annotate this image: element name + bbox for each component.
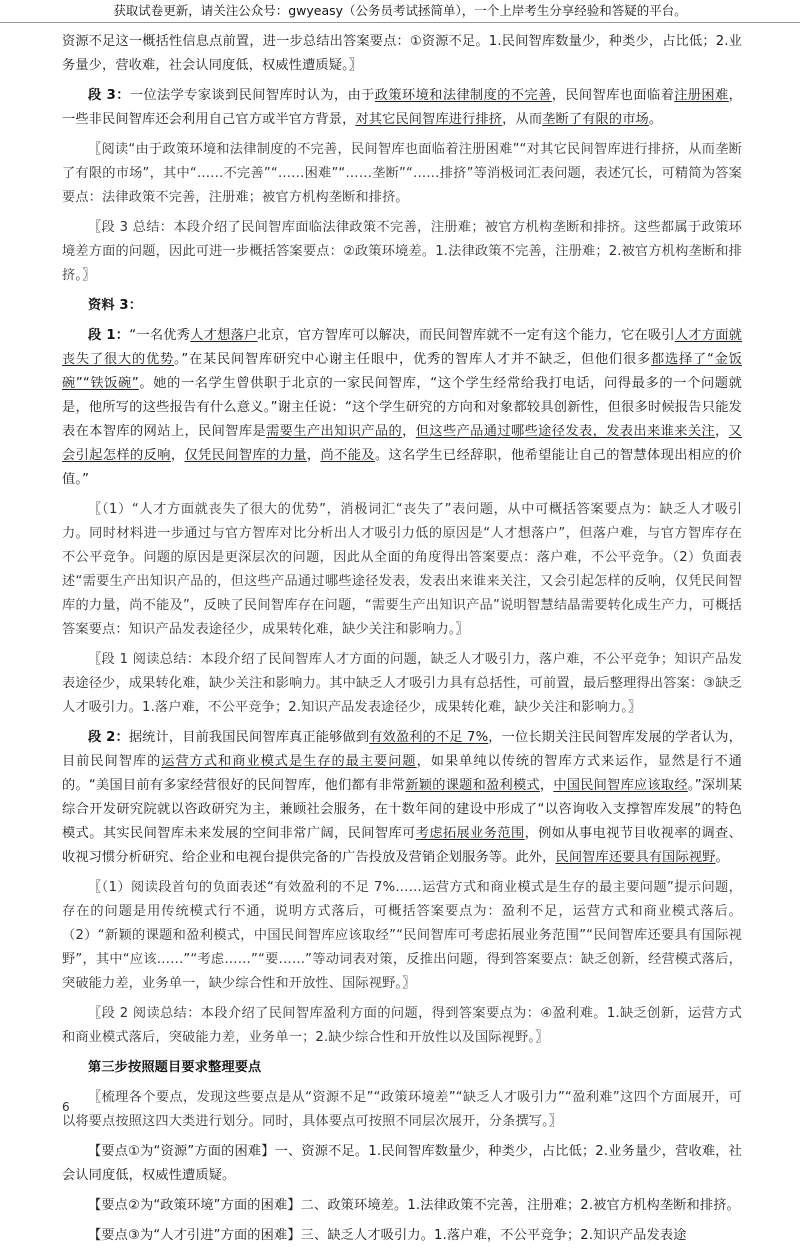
section-label: 段 2：	[88, 730, 129, 745]
point-paragraph: 【要点①为“资源”方面的困难】一、资源不足。1.民间智库数量少，种类少，占比低；2.业务量少，营收难，社会认同度低，权威性遭质疑。	[62, 1144, 742, 1183]
paragraph-material-3-1: 段 1：“一名优秀人才想落户北京，官方智库可以解决，而民间智库就不一定有这个能力，它在吸引人才方面就丧失了很大的优势。”在某民间智库研究中心谢主任眼中，优秀的智库人才并不缺乏，但他们很多都选择了“金饭碗”“铁饭碗”。她的一名学生曾供职于北京的一家民间智库，“这个学生经常给我打电话，问得最多的一个问题就是，他所写的这些报告有什么意义。”谢主任说：“这个学生研究的方向和对象都较具创新性，但很多时候报告只能发表在本智库的网站上，民间智库是需要生产出知识产品的，但这些产品通过哪些途径发表，发表出来谁来关注，又会引起怎样的反响，仅凭民间智库的力量，尚不能及。这名学生已经辞职，他希望能让自己的智慧体现出相应的价值。”	[62, 328, 742, 487]
paragraph-section-3: 段 3：一位法学专家谈到民间智库时认为，由于政策环境和法律制度的不完善，民间智库也面临着注册困难，一些非民间智库还会利用自己官方或半官方背景，对其它民间智库进行排挤，从而垄断了有限的市场。	[62, 88, 742, 127]
analysis-paragraph: 〖（1）阅读段首句的负面表述“有效盈利的不足 7%……运营方式和商业模式是生存的最主要问题”提示问题，存在的问题是用传统模式行不通，说明方式落后，可概括答案要点为：盈利不足，运营方式和商业模式落后。（2）“新颖的课题和盈利模式，中国民间智库应该取经”“民间智库可考虑拓展业务范围”“民间智库还要具有国际视野”，其中“应该……”“考虑……”“要……”等动词表对策，反推出问题，得到答案要点：缺乏创新，经营模式落后，突破能力差，业务单一，缺少综合性和开放性、国际视野。〗	[62, 880, 742, 991]
analysis-paragraph: 〖阅读“由于政策环境和法律制度的不完善，民间智库也面临着注册困难”“对其它民间智库进行排挤，从而垄断了有限的市场”，其中“……不完善”“……困难”“……垄断”“……排挤”等消极词汇表问题，表述冗长，可精简为答案要点：法律政策不完善，注册难；被官方机构垄断和排挤。	[62, 142, 742, 205]
page-number: 6	[62, 1100, 70, 1114]
summary-paragraph: 〖段 1 阅读总结：本段介绍了民间智库人才方面的问题，缺乏人才吸引力，落户难，不公平竞争；知识产品发表途径少，成果转化难，缺少关注和影响力。其中缺乏人才吸引力具有总括性，可前置，最后整理得出答案：③缺乏人才吸引力。1.落户难，不公平竞争；2.知识产品发表途径少，成果转化难，缺少关注和影响力。〗	[62, 652, 742, 715]
page-header: 获取试卷更新，请关注公众号：gwyeasy（公务员考试拯简单），一个上岸考生分享经验和答疑的平台。	[0, 0, 800, 23]
analysis-paragraph: 〖（1）“人才方面就丧失了很大的优势”，消极词汇“丧失了”表问题，从中可概括答案要点为：缺乏人才吸引力。同时材料进一步通过与官方智库对比分析出人才吸引力低的原因是“人才想落户”，但落户难，与官方智库存在不公平竞争。问题的原因是更深层次的问题，因此从全面的角度得出答案要点：落户难，不公平竞争。（2）负面表述“需要生产出知识产品的，但这些产品通过哪些途径发表，发表出来谁来关注，又会引起怎样的反响，仅凭民间智库的力量，尚不能及”，反映了民间智库存在问题，“需要生产出知识产品”说明智慧结晶需要转化成生产力，可概括答案要点：知识产品发表途径少，成果转化难，缺少关注和影响力。〗	[62, 502, 742, 637]
summary-paragraph: 〖段 3 总结：本段介绍了民间智库面临法律政策不完善，注册难；被官方机构垄断和排挤。这些都属于政策环境差方面的问题，因此可进一步概括答案要点：②政策环境差。1.法律政策不完善，注册难；2.被官方机构垄断和排挤。〗	[62, 220, 742, 283]
step-heading: 第三步按照题目要求整理要点	[88, 1060, 262, 1075]
section-label: 段 1：	[88, 328, 130, 343]
material-heading: 资料 3：	[88, 298, 143, 313]
document-body	[62, 30, 742, 1254]
section-label: 段 3：	[88, 88, 130, 103]
point-paragraph: 【要点②为“政策环境”方面的困难】二、政策环境差。1.法律政策不完善，注册难；2.被官方机构垄断和排挤。	[88, 1198, 740, 1213]
point-paragraph: 【要点③为“人才引进”方面的困难】三、缺乏人才吸引力。1.落户难，不公平竞争；2.知识产品发表途	[88, 1228, 687, 1243]
analysis-paragraph: 〖梳理各个要点，发现这些要点是从“资源不足”“政策环境差”“缺乏人才吸引力”“盈利难”这四个方面展开，可以将要点按照这四大类进行划分。同时，具体要点可按照不同层次展开，分条撰写。〗	[62, 1090, 742, 1129]
paragraph: 资源不足这一概括性信息点前置，进一步总结出答案要点：①资源不足。1.民间智库数量少，种类少，占比低；2.业务量少，营收难，社会认同度低，权威性遭质疑。〗	[62, 34, 742, 73]
summary-paragraph: 〖段 2 阅读总结：本段介绍了民间智库盈利方面的问题，得到答案要点为：④盈利难。1.缺乏创新，运营方式和商业模式落后，突破能力差，业务单一；2.缺少综合性和开放性以及国际视野。〗	[62, 1006, 742, 1045]
paragraph-material-3-2: 段 2：据统计，目前我国民间智库真正能够做到有效盈利的不足 7%，一位长期关注民间智库发展的学者认为，目前民间智库的运营方式和商业模式是生存的最主要问题，如果单纯以传统的智库方式来运作，显然是行不通的。“美国目前有多家经营很好的民间智库，他们都有非常新颖的课题和盈利模式，中国民间智库应该取经。”深圳某综合开发研究院就以咨政研究为主，兼顾社会服务，在十数年间的建设中形成了“以咨询收入支撑智库发展”的特色模式。其实民间智库未来发展的空间非常广阔，民间智库可考虑拓展业务范围，例如从事电视节目收视率的调查、收视习惯分析研究、给企业和电视台提供完备的广告投放及营销企划服务等。此外，民间智库还要具有国际视野。	[62, 730, 743, 865]
